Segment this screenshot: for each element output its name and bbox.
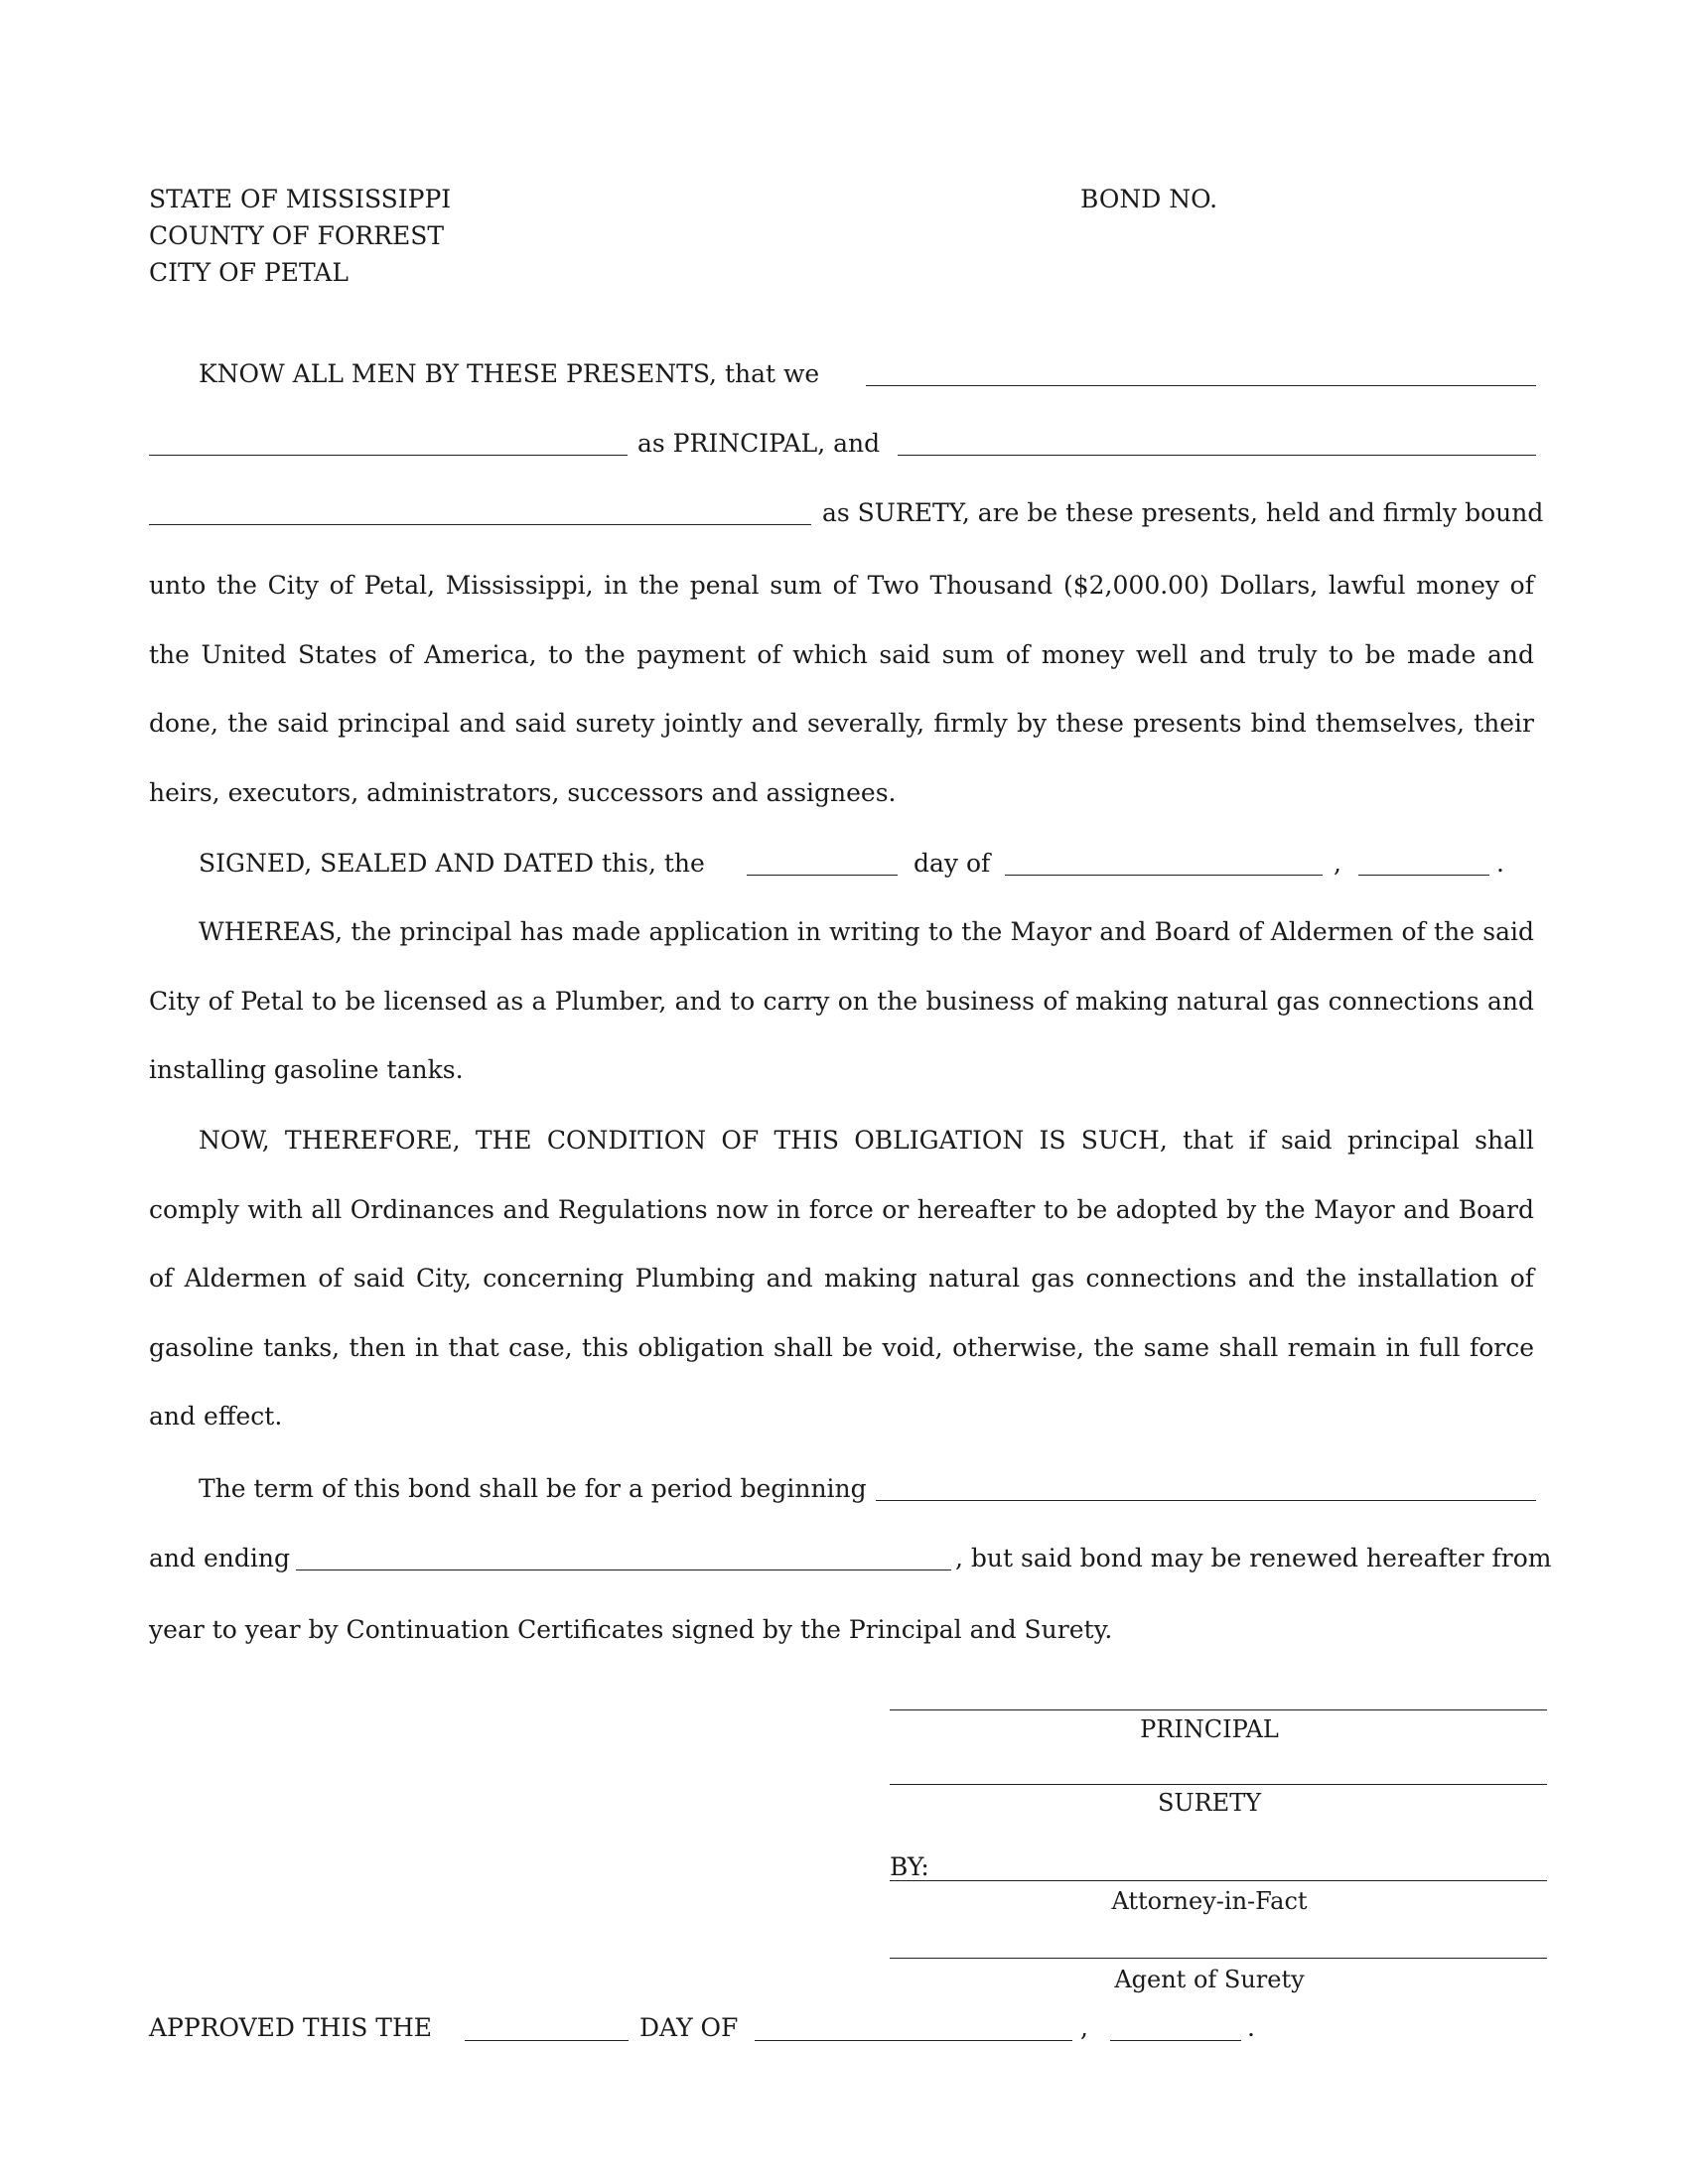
know-all-men-text: KNOW ALL MEN BY THESE PRESENTS, that we [199,359,820,388]
continuation-text: year to year by Continuation Certificates signed by the Principal and Surety. [149,1615,1113,1644]
approved-day-line[interactable] [465,2040,629,2041]
principal-name-line-b[interactable] [149,455,628,456]
signed-comma: , [1334,849,1341,878]
approved-period: . [1247,2013,1255,2042]
term-begin-line[interactable] [876,1500,1536,1501]
renewal-text: , but said bond may be renewed hereafter from [955,1544,1552,1572]
principal-signature-line[interactable] [890,1709,1547,1710]
bond-number-label: BOND NO. [1080,185,1218,213]
principal-name-line-a[interactable] [866,385,1536,386]
approved-month-line[interactable] [755,2040,1072,2041]
attorney-signature-line[interactable] [890,1880,1547,1881]
principal-label: PRINCIPAL [1140,1715,1279,1743]
surety-label: SURETY [1157,1789,1262,1817]
day-of-text: day of [914,849,991,878]
whereas-paragraph: WHEREAS, the principal has made application in writing to the Mayor and Board of Aldermen of the said City of Petal to be licensed as a Plumber, and to carry on the business of making natural gas connections and installing gasoline tanks. [149,917,1534,1084]
as-surety-text: as SURETY, are be these presents, held and firmly bound [822,498,1544,527]
surety-signature-line[interactable] [890,1784,1547,1785]
term-beginning-text: The term of this bond shall be for a period beginning [199,1474,867,1503]
surety-name-line-b[interactable] [149,524,811,525]
city-label: CITY OF PETAL [149,258,349,287]
condition-paragraph: NOW, THEREFORE, THE CONDITION OF THIS OBLIGATION IS SUCH, that if said principal shall comply with all Ordinances and Regulations now in force or hereafter to be adopted by the Mayor and Board of Aldermen of said City, concerning Plumbing and making natural gas connections and the installation of gasoline tanks, then in that case, this obligation shall be void, otherwise, the same shall remain in full force and effect. [149,1126,1534,1431]
approved-this-text: APPROVED THIS THE [149,2013,433,2042]
signed-day-line[interactable] [747,875,898,876]
county-label: COUNTY OF FORREST [149,221,445,250]
signed-period: . [1496,849,1504,878]
agent-signature-line[interactable] [890,1958,1547,1959]
agent-of-surety-label: Agent of Surety [1114,1966,1305,1993]
state-label: STATE OF MISSISSIPPI [149,185,452,213]
signed-year-line[interactable] [1358,875,1489,876]
as-principal-text: as PRINCIPAL, and [637,429,881,458]
signed-sealed-text: SIGNED, SEALED AND DATED this, the [199,849,705,878]
approved-day-of-text: DAY OF [639,2013,739,2042]
approved-comma: , [1080,2013,1088,2042]
approved-year-line[interactable] [1110,2040,1241,2041]
penal-sum-paragraph: unto the City of Petal, Mississippi, in the penal sum of Two Thousand ($2,000.00) Dollars, lawful money of the United States of America, to the payment of which said sum of money well and truly to be made and done, the said principal and said surety jointly and severally, firmly by these presents bind themselves, their heirs, executors, administrators, successors and assignees. [149,571,1534,807]
attorney-in-fact-label: Attorney-in-Fact [1111,1887,1308,1915]
surety-name-line-a[interactable] [898,455,1536,456]
by-label: BY: [890,1852,929,1881]
and-ending-text: and ending [149,1544,290,1572]
signed-month-line[interactable] [1005,875,1323,876]
